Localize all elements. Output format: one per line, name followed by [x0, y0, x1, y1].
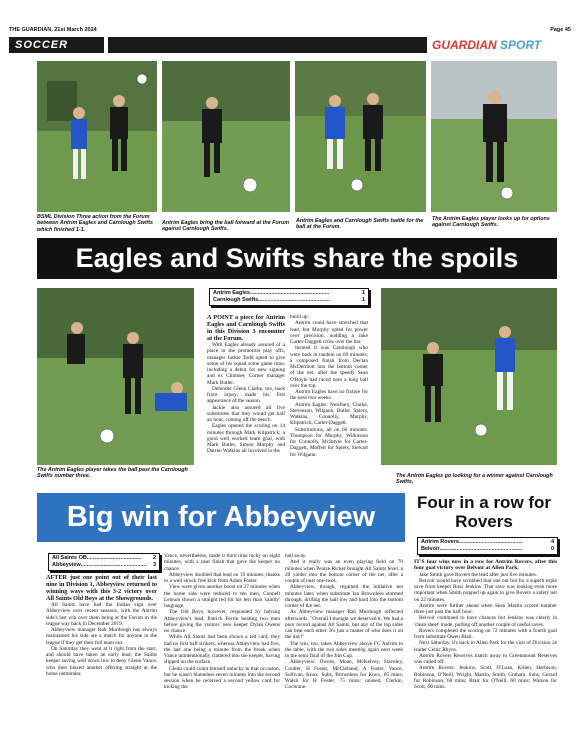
article-paragraph: Abbeyview doubled that lead on 19 minutes, thanks to a well struck free kick from Adam Foster.: [164, 571, 280, 584]
score-dots: ...........................................: [80, 562, 147, 568]
abbeyview-column-2: [164, 553, 280, 734]
article-paragraph: Defender Glenn Clarke, too, back from injury, made his first appearance of the season.: [207, 385, 285, 405]
football-action-photo: [37, 61, 157, 212]
abbeyview-column-1: [46, 574, 157, 734]
logo-sport: SPORT: [500, 38, 542, 52]
article-paragraph: The Old Boys, however, responded by halving Abbeyview's lead, Patrick Ferrin beating two men before giving the visitors' new keeper Dylan Owens no chance.: [164, 609, 280, 634]
article-paragraph: View were given another boost on 27 minutes when the home side were reduced to ten men, Connell Lennon shown a straight red for his less than 'saintly' language.: [164, 584, 280, 609]
photo-2: [162, 61, 290, 212]
article-paragraph: Jake Smith gave Rovers the lead after just five minutes.: [419, 571, 537, 578]
football-action-photo: [431, 61, 557, 212]
article-paragraph: Instead it was Carnlough who were back in tandem on 69 minutes; a composed finish from Declan McDermott into the bottom corner of the net, after the speedy Sean O'Boyle had raced onto a long ball over the top.: [290, 345, 368, 389]
team-goals: 0: [550, 546, 554, 552]
rovers-headline: Four in a row for Rovers: [416, 493, 552, 531]
eagles-scorebox: [209, 288, 369, 306]
team-goals: 1: [361, 290, 365, 296]
score-row: [421, 546, 554, 553]
abbeyview-column-3: [285, 553, 403, 734]
team-name: Abbeyview: [52, 562, 81, 568]
abbeyview-lead-paragraph: AFTER just one point out of their last nine in Division 1, Abbeyview returned to winning ways with this 3-2 victory over All Saints Old Boys at the Showgrounds.: [46, 574, 157, 602]
team-name: Carnlough Swifts: [213, 297, 259, 303]
rovers-scorebox: [417, 537, 558, 555]
article-paragraph: Antrim Rovers Reserves match away to Greenmount Reserves was called off.: [414, 652, 557, 666]
score-dots: ....................................................: [249, 290, 330, 296]
score-dots: ...............................................: [258, 297, 331, 303]
article-paragraph: Abbeyview, though, regained the initiative ten minutes later, when substitute Ian Brownlees stormed through, drilling the ball low and hard into the bottom corner of the net.: [285, 584, 403, 609]
team-name: Antrim Rovers: [421, 539, 459, 545]
article-paragraph: All Saints have had the Indian sign over Abbeyview over recent seasons, with the Antrim side's last win over them being at the Forum in the league way back in December 2019.: [46, 602, 157, 627]
soccer-bar: [9, 37, 104, 53]
score-dots: ......................................................: [439, 546, 523, 552]
abbeyview-scorebox: [48, 553, 160, 571]
article-paragraph: With Eagles already assured of a place in the promotion play offs, manager Jackie Todd opted to give some of his squad some game time, including a debut for new signing and ex Chimney Corner manager Mark Butler.: [207, 342, 285, 386]
abbeyview-headline-band: [37, 493, 405, 542]
eagles-column-2: [290, 314, 368, 476]
article-paragraph: Vance, nevertheless, made it third time lucky on eight minutes, with a neat finish that gave the keeper no chance.: [164, 553, 280, 572]
football-action-photo: [162, 61, 290, 212]
eagles-caption-right: The Antrim Eagles go looking for a winner against Carnlough Swifts.: [396, 473, 553, 486]
section-label: SOCCER: [15, 39, 69, 51]
caption-photo-2: Antrim Eagles bring the ball forward at the Forum against Carnlough Swifts.: [162, 220, 289, 233]
score-dots: ..........................................: [458, 539, 524, 545]
caption-photo-1: BSML Division Three action from the Forum between Antrim Eagles and Carnlough Swifts which finished 1-1.: [37, 214, 154, 233]
eagles-caption-left: The Antrim Eagles player takes the ball past the Carnlough Swifts number three.: [37, 467, 188, 480]
eagles-lead-paragraph: A POINT a piece for Antrim Eagles and Carnlough Swifts in this Division 3 encounter at the Forum.: [207, 314, 285, 342]
article-paragraph: As Abbeyview manager Rab Murdough reflected afterwards, "Overall I thought we deserved it. We had a poor record against All Saints, but any of the top sides can beat each other. It's just a matter of who does it on the day!": [285, 609, 403, 641]
article-paragraph: Eagles opened the scoring on 14 minutes through Mark Kilpatrick; a good well worked team goal, with Mark Butler, Simon Murphy and Darren Watkins all involved in the: [207, 423, 285, 455]
rovers-lead-paragraph: IT'S four wins now in a row for Antrim Rovers, after this four goal victory over Belvoir at Allen Park.: [414, 559, 557, 572]
score-row: [52, 555, 156, 562]
team-goals: 3: [152, 562, 156, 568]
eagles-column-1: [207, 314, 285, 476]
article-paragraph: Antrim could have stretched that lead, but Murphy opted for power over precision, nodding a Jake Carter-Daggett cross over the bar.: [290, 320, 368, 345]
article-paragraph: Next Saturday, it's back to Allen Park for the visit of Division 2e leader Celtic Rhyns.: [414, 640, 557, 653]
football-action-photo: [295, 61, 426, 212]
article-paragraph: And it really was an even playing field on 70 minutes when Pearse Ricker brought All Saints level, a 20 yarder into the bottom corner of the net, after a couple of neat one-twos.: [285, 559, 403, 584]
page-number: Page 45: [550, 27, 571, 33]
team-goals: 4: [550, 539, 554, 545]
article-paragraph: The win, too, takes Abbeyview above FC Antrim in the table, with the two sides meeting again next week in the semi final of the Jim Cup.: [285, 640, 403, 659]
score-row: [52, 562, 156, 569]
photo-1: [37, 61, 157, 212]
article-paragraph: Substitutions, all on 60 minutes: Thompson for Murphy, Wilkinson for Connolly, McIntyre for Carter-Daggett, Moffett for Spiers, Stewart for Wilgann.: [290, 426, 368, 458]
article-paragraph: Antrim Rovers: Jenkins, Scott, O'Loan, Killen, Herbison, Robinson, O'Neill, Wright, Martin, Smith, Graham. Subs, Gerard for Robinson, 60 mins; Blair for O'Neill, 60 mins; Watson for Scott, 60 mins.: [414, 665, 557, 691]
paper-date: THE GUARDIAN, 21st March 2024: [9, 27, 97, 33]
score-row: [213, 297, 365, 304]
article-paragraph: Antrim Eagles have no fixture for the next two weeks.: [290, 389, 368, 402]
team-goals: 1: [361, 297, 365, 303]
article-paragraph: Jackie also assured all five substitutes that they would get half an hour, coming off the bench.: [207, 404, 285, 423]
score-dots: ....................................: [86, 555, 142, 561]
logo-guardian: GUARDIAN: [432, 38, 497, 52]
article-paragraph: build up.: [290, 314, 309, 320]
article-paragraph: On Saturday they went at it right from the start, and should have taken an early lead; the Saints keeper saving well down low to deny Glenn Vance, who then blazed another offering straight at the home netminder.: [46, 645, 157, 677]
team-name: Antrim Eagles: [213, 290, 250, 296]
article-paragraph: Glenn could count himself unlucky in that occasion, but he wasn't blameless seven minutes into the second session when he received a second yellow card for kicking the: [164, 665, 280, 691]
article-paragraph: ball away.: [285, 553, 307, 559]
team-name: Belvoir: [421, 546, 440, 552]
abbeyview-headline: Big win for Abbeyview: [66, 501, 376, 533]
team-goals: 2: [152, 555, 156, 561]
team-name: All Saints OB: [52, 555, 87, 561]
article-paragraph: Belvoir continued to have chances but Jenkins was clearly in 'clean sheet' mode, pulling off another couple of useful saves.: [414, 615, 557, 628]
masthead-bar: [108, 37, 427, 53]
caption-photo-3: Antrim Eagles and Carnlough Swifts battle for the ball at the Forum.: [296, 218, 424, 231]
rovers-column: [414, 559, 557, 734]
eagles-photo-right: [381, 288, 557, 465]
caption-photo-4: The Antrim Eagles player looks up for options against Carnlough Swifts.: [432, 216, 550, 229]
article-paragraph: Rovers completed the scoring on 72 minutes with a fourth goal from substitute Owen Blair.: [414, 627, 557, 641]
football-action-photo: [381, 288, 557, 465]
article-paragraph: Antrim Eagles: Newbury, Clarke, Stevenson, Wilgann, Butler, Spiers, Watkins, Connolly, Murphy, Kilpatrick, Carter-Daggett.: [290, 401, 368, 427]
article-paragraph: Antrim were further ahead when Sean Martin scored number three just past the half hour.: [414, 602, 557, 616]
eagles-headline: Eagles and Swifts share the spoils: [37, 238, 557, 279]
score-row: [213, 290, 365, 297]
article-paragraph: Abbeyview manager Rab Murdough has always maintained his side are a match for anyone in the league if they get their full team out.: [46, 627, 157, 646]
score-row: [421, 539, 554, 546]
football-action-photo: [37, 288, 194, 465]
article-paragraph: While All Saints had been shown a red card, they had no first half strikers, whereas Abbeyview had five, the last one being a minute from the break when Vance unintentionally clattered into the keeper, having slipped on the surface.: [164, 634, 280, 666]
article-paragraph: Belvoir would have scrubbed that one out but for a superb triple save from keeper Ross Jenkins. That save was looking even more important when Smith popped up again to give Rovers a safety net on 22 minutes.: [414, 577, 557, 603]
article-paragraph: Abbeyview: Owens, Moan, McKelvey, Staveley, Coulter, H Foster, McClelland, A Foster, Vance, Sullivan, Knox. Subs, Brownlees for Knox, 65 mins; Walsh for H Foster, 75 mins; unused, Clerkin, Cochrane.: [285, 659, 403, 691]
photo-4: [431, 61, 557, 212]
guardian-sport-logo: [432, 38, 541, 52]
photo-3: [295, 61, 426, 212]
eagles-photo-left: [37, 288, 194, 465]
